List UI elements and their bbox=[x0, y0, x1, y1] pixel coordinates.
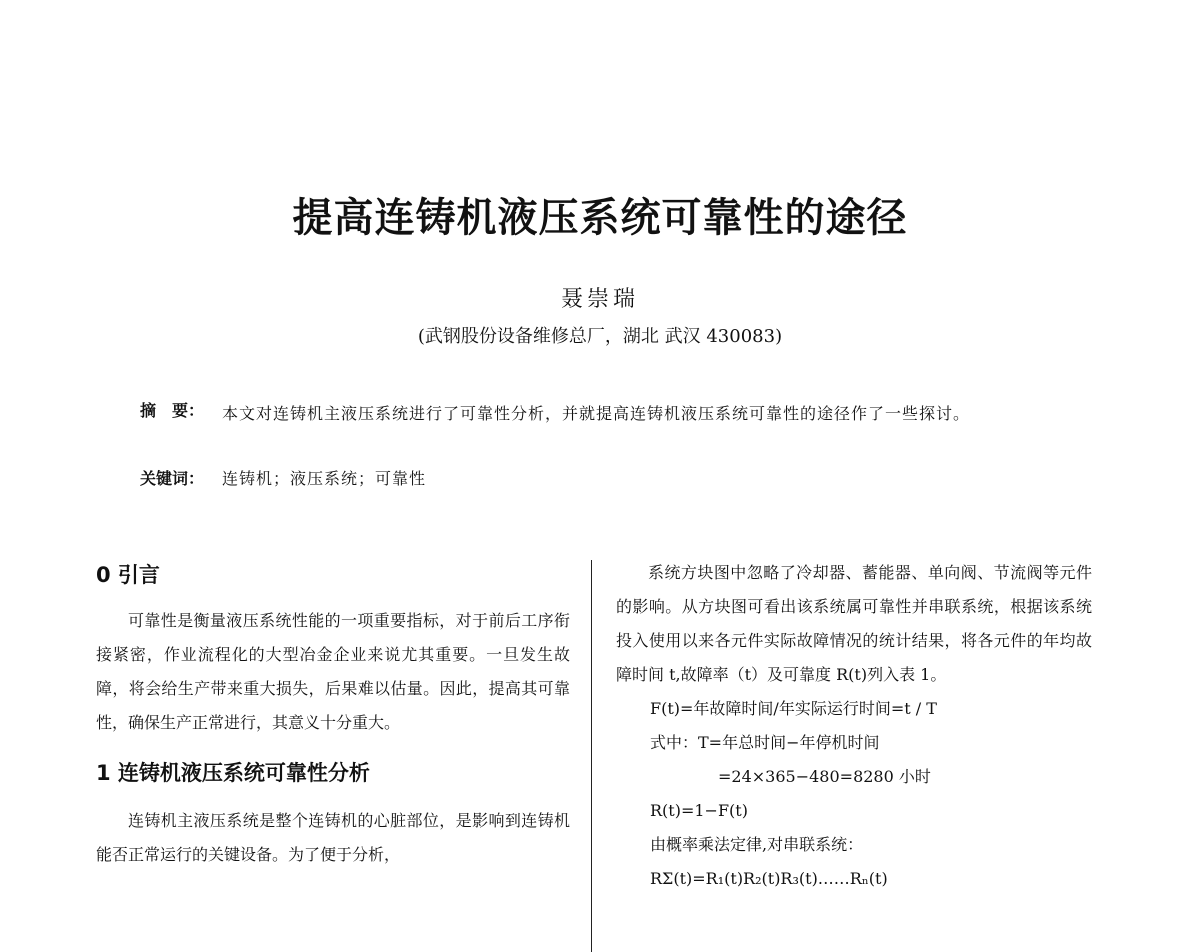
section-0-heading: 0 引言 bbox=[96, 563, 160, 587]
formula-total-time-value: =24×365−480=8280 小时 bbox=[718, 767, 931, 786]
formula-reliability: R(t)=1−F(t) bbox=[650, 801, 748, 820]
right-paragraph-1: 系统方块图中忽略了冷却器、蓄能器、单向阀、节流阀等元件的影响。从方块图可看出该系统属可靠性并串联系统，根据该系统投入使用以来各元件实际故障情况的统计结果，将各元件的年均故障时间 t,故障率（t）及可靠度 R(t)列入表 1。 bbox=[616, 563, 1092, 684]
author-affiliation: (武钢股份设备维修总厂，湖北 武汉 430083) bbox=[417, 326, 783, 347]
author-name: 聂崇瑞 bbox=[560, 287, 639, 312]
keywords-text: 连铸机；液压系统；可靠性 bbox=[222, 469, 427, 488]
abstract-label: 摘 要： bbox=[140, 401, 205, 420]
paper-title: 提高连铸机液压系统可靠性的途径 bbox=[292, 195, 908, 241]
section-1-paragraph: 连铸机主液压系统是整个连铸机的心脏部位，是影响到连铸机能否正常运行的关键设备。为了便于分析， bbox=[96, 811, 570, 864]
section-0-paragraph: 可靠性是衡量液压系统性能的一项重要指标，对于前后工序衔接紧密，作业流程化的大型冶金企业来说尤其重要。一旦发生故障，将会给生产带来重大损失，后果难以估量。因此，提高其可靠性，确保生产正常进行，其意义十分重大。 bbox=[96, 611, 570, 732]
formula-failure-rate: F(t)=年故障时间/年实际运行时间=t / T bbox=[650, 699, 937, 718]
abstract-text: 本文对连铸机主液压系统进行了可靠性分析，并就提高连铸机液压系统可靠性的途径作了一些探讨。 bbox=[222, 404, 971, 423]
formula-series-intro: 由概率乘法定律,对串联系统： bbox=[650, 835, 864, 854]
left-column bbox=[96, 560, 570, 872]
section-1-heading: 1 连铸机液压系统可靠性分析 bbox=[96, 761, 370, 785]
column-divider bbox=[591, 560, 592, 952]
right-column bbox=[616, 556, 1092, 896]
keywords-label: 关键词： bbox=[140, 469, 205, 488]
formula-total-time: 式中：T=年总时间−年停机时间 bbox=[650, 733, 880, 752]
formula-series-product: RΣ(t)=R₁(t)R₂(t)R₃(t)……Rₙ(t) bbox=[650, 869, 888, 888]
